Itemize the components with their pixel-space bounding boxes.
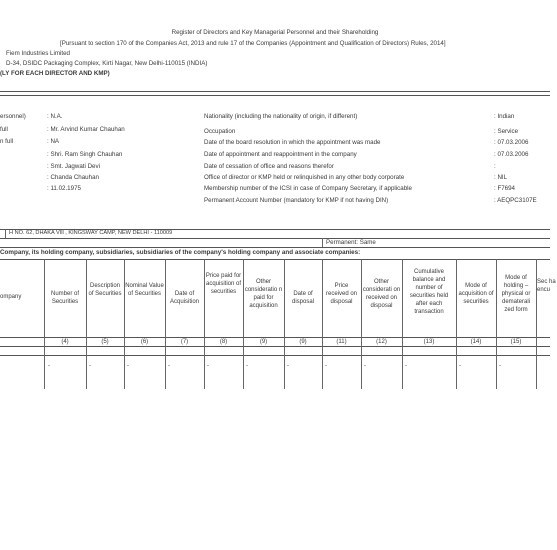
table-cell: - <box>168 363 170 369</box>
label-icsi-membership: Membership number of the ICSI in case of Company Secretary, if applicable <box>204 185 412 192</box>
col-header-date-of-disposal: Date of disposal <box>291 291 314 306</box>
rule-address-bottom <box>0 238 550 239</box>
table-cell: - <box>127 363 129 369</box>
col-header-other-consideration-received: Other considerati on received on disposal <box>362 279 401 310</box>
rule-permanent-bottom <box>0 247 550 248</box>
value-occupation: : Service <box>494 128 519 135</box>
col-number: (4) <box>61 339 69 345</box>
table-cell: - <box>499 363 501 369</box>
table-top <box>0 259 550 260</box>
table-cell: - <box>246 363 248 369</box>
table-data-bottom <box>0 355 550 356</box>
document-subtitle: [Pursuant to section 170 of the Companies Act, 2013 and rule 17 of the Companies (Appointment and Qualification of Directors) Rules, 2014] <box>60 40 446 47</box>
value-category: : N.A. <box>47 113 63 120</box>
col-header-nominal-value: Nominal Value of Securities <box>125 283 164 298</box>
label-office-held: Office of director or KMP held or relinquished in any other body corporate <box>204 174 405 181</box>
col-number: (7) <box>180 339 189 345</box>
value-dob: : 11.02.1975 <box>47 185 81 192</box>
col-divider <box>124 259 125 389</box>
col-number: (12) <box>376 339 387 345</box>
table-cell: - <box>405 363 407 369</box>
value-nationality: : Indian <box>494 113 515 120</box>
section-heading: Company, its holding company, subsidiaries, subsidiaries of the company's holding company and associate companies: <box>0 249 361 256</box>
col-header-number-of-securities: Number of Securities <box>50 291 79 306</box>
value-icsi-membership: : F7694 <box>494 185 515 192</box>
col-header-other-consideration-paid: Other consideratio n paid for acquisition <box>244 279 283 310</box>
label-occupation: Occupation <box>204 128 236 135</box>
instruction-text: (LY FOR EACH DIRECTOR AND KMP) <box>0 70 110 77</box>
permanent-address: Permanent: Same <box>326 239 376 246</box>
value-former-name: : NA <box>47 138 60 145</box>
company-address: D-34, DSIDC Packaging Complex, Kirti Nagar, New Delhi-110015 (INDIA) <box>6 60 208 67</box>
value-name: : Mr. Arvind Kumar Chauhan <box>47 126 125 133</box>
label-nationality: Nationality (including the nationality of origin, if different) <box>204 113 358 120</box>
label-pan: Permanent Account Number (mandatory for KMP if not having DIN) <box>204 197 389 204</box>
col-header-mode-of-acquisition: Mode of acquisition of securities <box>458 283 494 306</box>
col-number: (13) <box>423 339 435 345</box>
table-cell: - <box>325 363 327 369</box>
label-appointment-date: Date of appointment and reappointment in the company <box>204 151 357 158</box>
label-cessation: Date of cessation of office and reasons therefor <box>204 163 334 170</box>
col-number: (11) <box>336 339 347 345</box>
value-father-name: : Shri. Ram Singh Chauhan <box>47 151 123 158</box>
table-cell: - <box>459 363 461 369</box>
col-number: (5) <box>101 339 109 345</box>
value-mother-name: : Smt. Jagwati Devi <box>47 163 100 170</box>
table-header-bottom <box>0 337 550 338</box>
address-tick <box>5 229 6 238</box>
label-n-full: n full <box>0 138 14 145</box>
col-divider <box>86 259 87 389</box>
col-divider <box>44 259 45 389</box>
value-office-held: : NIL <box>494 174 508 181</box>
residential-address: H NO. 62, DHAKA VIll , KINGSWAY CAMP, NEW DELHI - 110009 <box>9 230 173 236</box>
table-numbers-bottom <box>0 346 550 347</box>
col-divider <box>165 259 166 389</box>
table-cell: - <box>287 363 289 369</box>
value-spouse-name: : Chanda Chauhan <box>47 174 99 181</box>
label-full: full <box>0 126 8 133</box>
col-divider <box>456 259 457 389</box>
label-board-resolution: Date of the board resolution in which the appointment was made <box>204 139 381 146</box>
rule-top <box>0 91 550 92</box>
col-number: (9) <box>259 339 268 345</box>
value-board-resolution: : 07.03.2006 <box>494 139 529 146</box>
col-header-date-of-acquisition: Date of Acquisition <box>169 291 199 306</box>
col-header-price-paid: Price paid for acquisition of securities <box>205 273 242 296</box>
col-header-description: Description of Securities <box>88 283 122 298</box>
rule-top-2 <box>0 95 550 96</box>
col-header-cumulative-balance: Cumulative balance and number of securities held after each transaction <box>409 269 449 316</box>
table-cell: - <box>364 363 366 369</box>
col-header-securities-encumbrance: Sec ha encu <box>537 279 556 294</box>
col-number: (9) <box>299 339 307 345</box>
col-number: (8) <box>219 339 228 345</box>
col-header-mode-of-holding: Mode of holding – physical or dematerali zed form <box>501 275 531 314</box>
value-cessation: : <box>494 163 496 170</box>
col-divider <box>284 259 285 389</box>
label-personnel: ersonnel) <box>0 113 26 120</box>
col-number: (14) <box>470 339 482 345</box>
value-appointment-date: : 07.03.2006 <box>494 151 529 158</box>
col-header-price-received: Price received on disposal <box>325 283 358 306</box>
table-cell: - <box>89 363 91 369</box>
col-number: (15) <box>510 339 522 345</box>
document-title: Register of Directors and Key Managerial Personnel and their Shareholding <box>171 29 379 36</box>
table-cell: - <box>207 363 209 369</box>
col-header-company: ompany <box>0 294 22 300</box>
col-number: (6) <box>140 339 149 345</box>
value-pan: : AEQPC3107E <box>494 197 537 204</box>
permanent-divider <box>322 238 323 247</box>
col-divider <box>322 259 323 389</box>
table-cell: - <box>48 363 50 369</box>
company-name: Fiem Industries Limited <box>6 50 70 57</box>
